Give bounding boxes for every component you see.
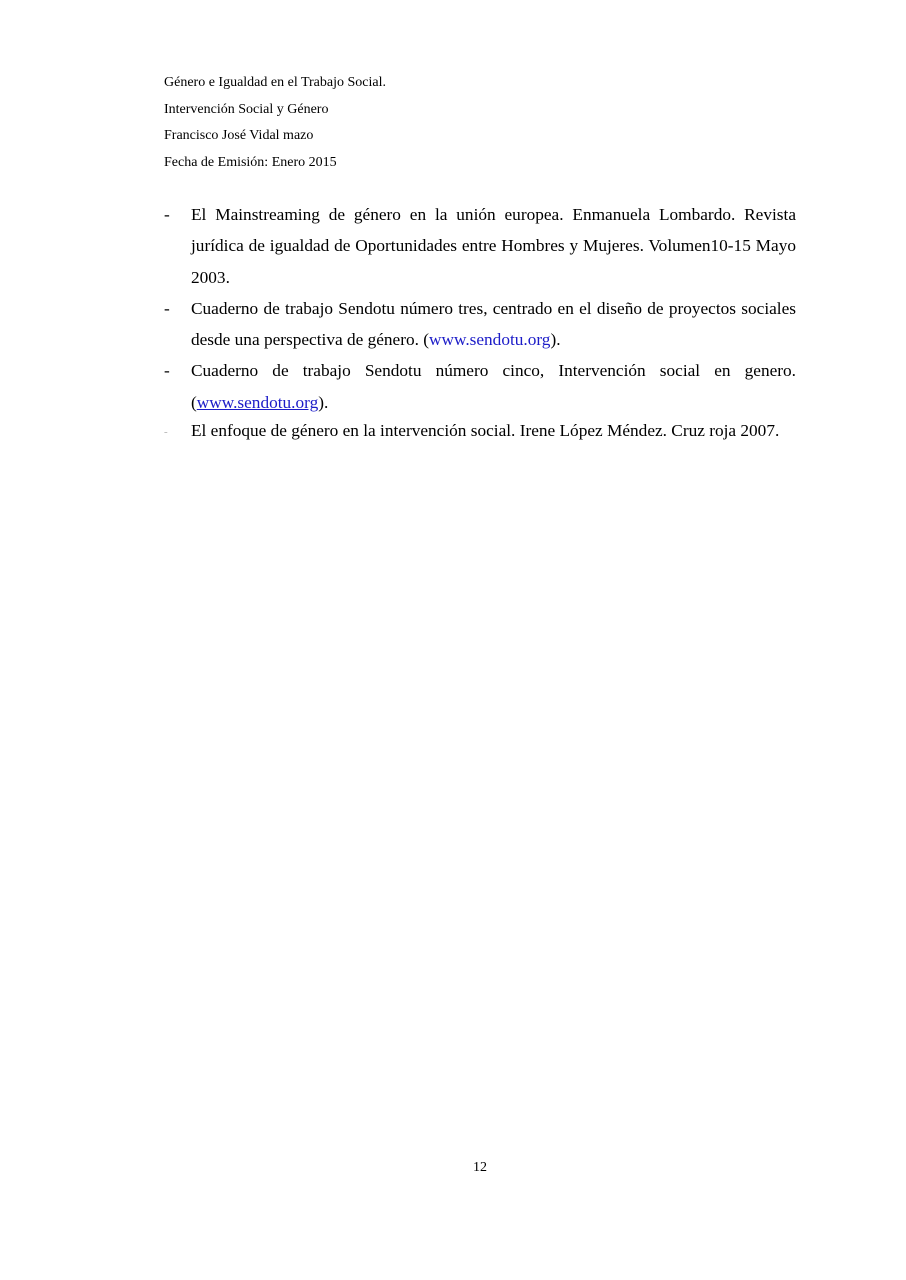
header-date: Fecha de Emisión: Enero 2015 — [164, 154, 337, 170]
link-close-paren: ). — [318, 392, 329, 412]
reference-item — [164, 355, 796, 418]
link-open-paren: ( — [191, 392, 197, 412]
reference-text: El enfoque de género en la intervención social. Irene López Méndez. Cruz roja 2007. — [191, 421, 780, 441]
list-dash: - — [164, 298, 170, 318]
reference-item — [164, 199, 796, 293]
reference-list — [164, 199, 796, 441]
reference-text: Cuaderno de trabajo Sendotu número cinco, Intervención social en genero. — [191, 361, 796, 381]
list-dash: - — [164, 426, 168, 439]
list-dash: - — [164, 361, 170, 381]
document-header — [164, 70, 804, 176]
reference-text: El Mainstreaming de género en la unión europea. Enmanuela Lombardo. Revista jurídica de igualdad de Oportunidades entre Hombres y Mujeres. Volumen10-15 Mayo 2003. — [191, 205, 796, 287]
link-open-paren: ( — [423, 330, 429, 350]
reference-item — [164, 420, 796, 441]
link-close-paren: ). — [550, 330, 561, 350]
reference-item — [164, 293, 796, 356]
page-number: 12 — [473, 1160, 487, 1175]
header-subtitle: Intervención Social y Género — [164, 101, 329, 117]
sendotu-link[interactable]: www.sendotu.org — [429, 330, 551, 350]
header-title: Género e Igualdad en el Trabajo Social. — [164, 75, 386, 90]
list-dash: - — [164, 205, 170, 224]
sendotu-link[interactable]: www.sendotu.org — [196, 392, 319, 412]
reference-text: Cuaderno de trabajo Sendotu número tres, centrado en el diseño de proyectos sociales desde una perspectiva de género. — [191, 298, 796, 350]
header-author: Francisco José Vidal mazo — [164, 128, 314, 143]
